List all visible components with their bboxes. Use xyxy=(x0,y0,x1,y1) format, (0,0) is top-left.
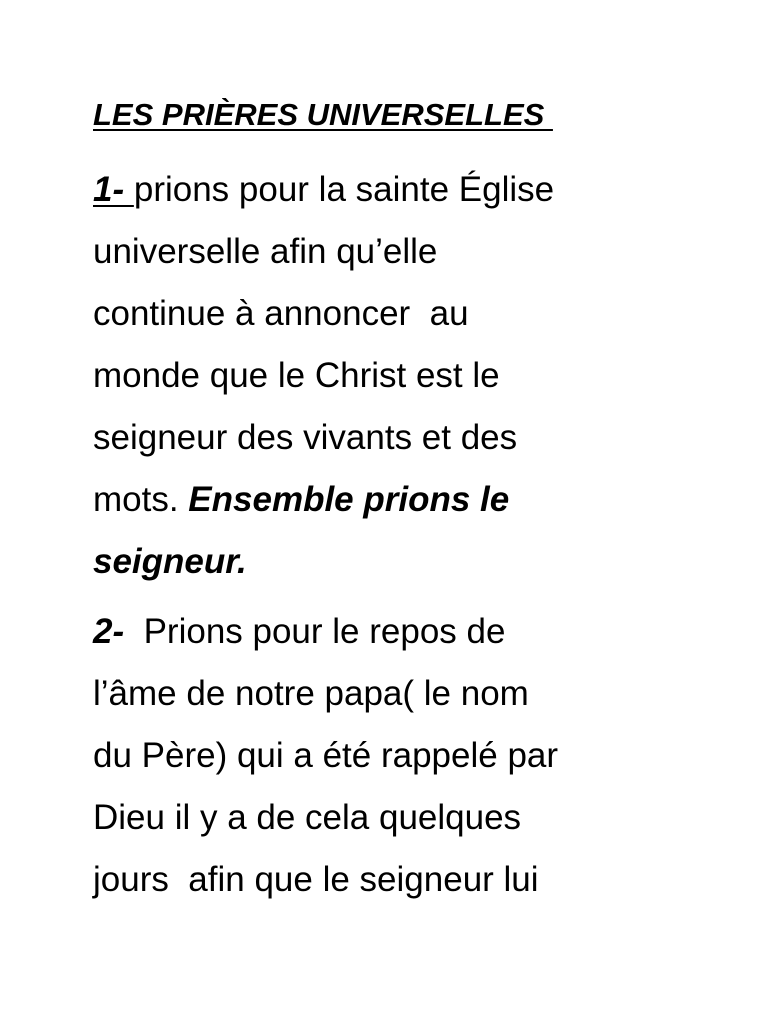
prayer-1-line-2: universelle afin qu’elle xyxy=(93,232,438,271)
prayer-1-text-end: mots. xyxy=(93,480,189,519)
prayer-1-refrain-end: seigneur. xyxy=(93,542,247,581)
prayer-1 xyxy=(93,159,713,593)
prayer-2-line-2: l’âme de notre papa( le nom xyxy=(93,674,529,713)
prayer-2-line-5: jours afin que le seigneur lui xyxy=(93,860,539,899)
prayer-2-text: Prions pour le repos de xyxy=(124,612,506,651)
prayer-2 xyxy=(93,601,713,911)
prayer-1-line-1 xyxy=(93,159,713,221)
prayer-2-number: 2- xyxy=(93,612,125,651)
prayer-1-line-6 xyxy=(93,469,713,531)
prayer-1-refrain: Ensemble prions le xyxy=(188,480,510,519)
prayer-1-line-3: continue à annoncer au xyxy=(93,294,469,333)
prayer-2-line-1 xyxy=(93,601,713,663)
document-title: LES PRIÈRES UNIVERSELLES xyxy=(93,97,553,132)
prayer-2-line-3: du Père) qui a été rappelé par xyxy=(93,736,559,775)
prayer-1-line-5: seigneur des vivants et des xyxy=(93,418,518,457)
prayer-2-line-4: Dieu il y a de cela quelques xyxy=(93,798,522,837)
prayer-1-number: 1- xyxy=(93,170,134,209)
prayer-1-text: prions pour la sainte Église xyxy=(133,170,555,209)
prayer-1-line-4: monde que le Christ est le xyxy=(93,356,500,395)
